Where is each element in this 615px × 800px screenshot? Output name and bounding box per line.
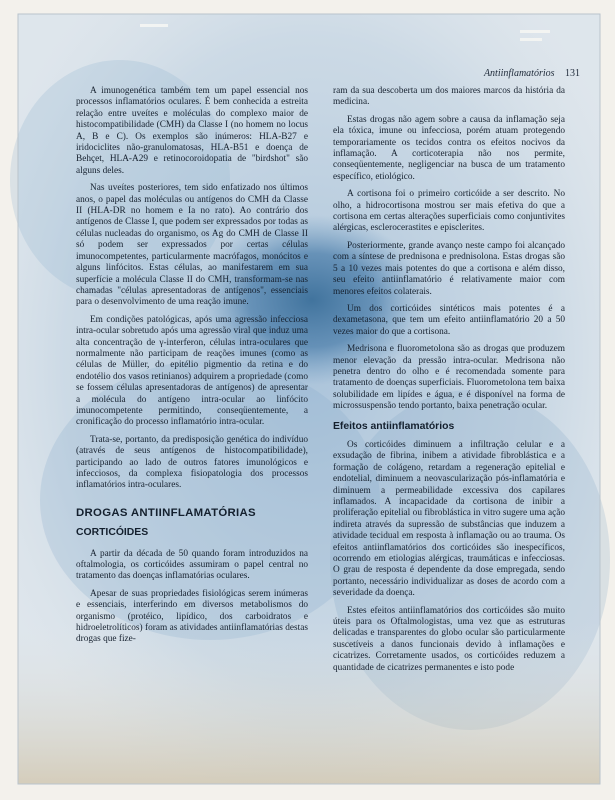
paragraph: Trata-se, portanto, da predisposição genética do indivíduo (através de seus antígenos de histocompatibilidade), participando ao lado de outros fatores imunológicos e infecciosos, da complexa fisiopatologia dos processos inflamatórios intra-oculares.: [76, 434, 308, 491]
paragraph: Um dos corticóides sintéticos mais potentes é a dexametasona, que tem um efeito antiinflamatório 20 a 50 vezes maior do que a cortisona.: [333, 303, 565, 337]
running-title: Antiinflamatórios: [483, 68, 555, 79]
page-number: 131: [565, 68, 580, 79]
paragraph: Em condições patológicas, após uma agressão infecciosa intra-ocular sobretudo após uma agressão viral que induz uma alta concentração de γ-interferon, células intra-oculares que normalmente não participam de reações imunes (como as células de Müller, do epitélio pigmentio da retina e do endotélio dos vasos retinianos) adquirem a propriedade (como se fossem células apresentadoras de antígenos) de apresentar a molécula do antígeno intra-ocular ao linfócito imunocompetente permitindo, conseqüentemente, a cronificação do processo inflamatório intra-ocular.: [76, 314, 308, 428]
paragraph: Medrisona e fluorometolona são as drogas que produzem menor elevação da pressão intra-ocular. Medrisona não penetra dentro do olho e é recomendada somente para tratamento de doenças superficiais. Fluorometolona tem baixa solubilidade em lipídes e água, e é disponível na forma de microssuspensão tendo portanto, baixa penetração ocular.: [333, 344, 565, 412]
subsection-title: CORTICÓIDES: [76, 527, 149, 539]
paragraph: ram da sua descoberta um dos maiores marcos da história da medicina.: [333, 86, 565, 108]
left-column: [76, 86, 308, 652]
section-title: Efeitos antiinflamatórios: [333, 420, 455, 432]
paragraph: Estes efeitos antiinflamatórios dos corticóides são muito úteis para os Oftalmologistas, uma vez que as estruturas delicadas e transparentes do globo ocular são particularmente suscetíveis a danos funcionais devido à inflamações e cicatrizes. Corretamente usados, os corticóides reduzem a quantidade de cicatrizes permanentes e isto pode: [333, 605, 565, 673]
paragraph: A imunogenética também tem um papel essencial nos processos inflamatórios oculares. É bem conhecida a estreita relação entre uveítes e moléculas do complexo maior de histocompatibilidade (CMH) da Classe I (no homem no locus A, B e C). Os exemplos são inúmeros: HLA-B27 e iridociclites não-granulomatosas, HLA-B51 e doença de Behçet, HLA-A29 e retinocoroidopatia de "birdshot" são alguns deles.: [76, 86, 308, 176]
paragraph: A cortisona foi o primeiro corticóide a ser descrito. No olho, a hidrocortisona mostrou ser mais efetiva do que a cortisona em certas alterações superficiais como conjuntivites alérgicas, esclerocerastites e episclerites.: [333, 189, 565, 234]
running-header: [430, 68, 580, 79]
right-column: [333, 86, 565, 680]
paragraph: A partir da década de 50 quando foram introduzidos na oftalmologia, os corticóides assumiram o papel central no tratamento das doenças inflamatórias oculares.: [76, 548, 308, 582]
paragraph: Apesar de suas propriedades fisiológicas serem inúmeras e essenciais, interferindo em diversos metabolismos do organismo (protéico, lipídico, dos carboidratos e hidroeletrolíticos) foram as atividades antiinflamatórias destas drogas que fize-: [76, 588, 308, 645]
paragraph: Os corticóides diminuem a infiltração celular e a exsudação de fibrina, inibem a atividade fibroblástica e a formação de colágeno, retardam a regeneração epitelial e endotelial, diminuem a neovascularização pós-inflamatória e diminuem a permeabilidade excessiva dos capilares inflamados. A incapacidade da cortisona de inibir a proliferação epitelial ou fibroblástica in vitro sugere uma ação indireta através da supressão de substâncias que induzem a atividade tecidual em resposta à inflamação ou ao trauma. Os efeitos antiinflamatórios dos corticóides são inespecíficos, ocorrendo em etiologias alérgicas, traumáticas e infecciosas. O grau de resposta é dependente da dose empregada, sendo portanto, necessário individualizar as doses de acordo com a severidade da doença.: [333, 439, 565, 599]
paragraph: Estas drogas não agem sobre a causa da inflamação seja ela tóxica, imune ou infecciosa, porém atuam protegendo temporariamente os tecidos contra os efeitos nocivos da inflamação. A corticoterapia não nos permite, conseqüentemente, negligenciar na busca de um tratamento específico, etiológico.: [333, 114, 565, 182]
paragraph: Posteriormente, grande avanço neste campo foi alcançado com a síntese de prednisona e prednisolona. Estas drogas são 5 a 10 vezes mais potentes do que a cortisona e além disso, seu efeito antiinflamatório é relativamente maior com menores efeitos colaterais.: [333, 240, 565, 297]
section-title: DROGAS ANTIINFLAMATÓRIAS: [76, 506, 256, 519]
paragraph: Nas uveítes posteriores, tem sido enfatizado nos últimos anos, o papel das moléculas ou antígenos do CMH da Classe II (HLA-DR no homem e Ia no rato). Ao contrário dos antígenos de Classe I, que podem ser expressados por todas as células nucleadas do organismo, os Ag do CMH de Classe II só podem ser expressados por certas células imunocompetentes, particularmente macrófagos, monócitos e alguns linfócitos. Estas células, ao manifestarem em sua superfície a molécula Classe II do CMH, transformam-se nas chamadas "células apresentadoras de antígenos", essenciais para o desenvolvimento de uma reação imune.: [76, 183, 308, 308]
